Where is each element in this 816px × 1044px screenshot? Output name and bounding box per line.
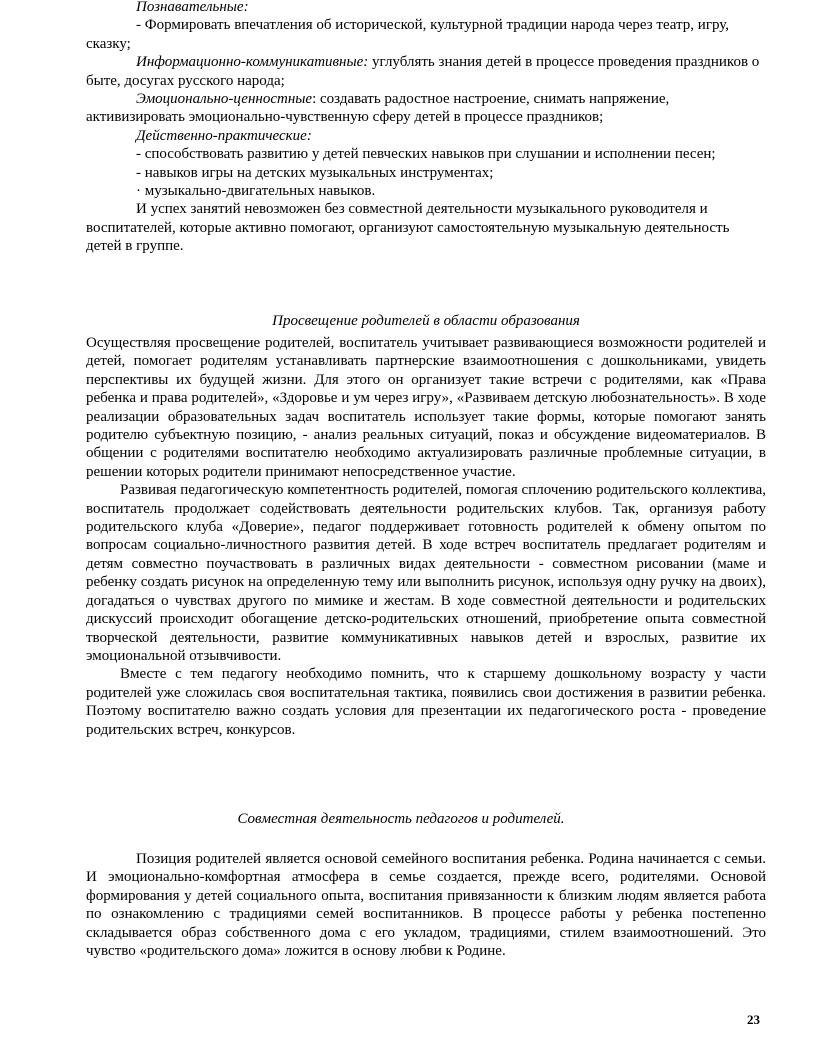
info-comm-text: углублять знания детей в процессе проведения праздников о быте, досугах русского народа; xyxy=(86,54,760,89)
parent-education-para-2: Развивая педагогическую компетентность родителей, помогая сплочению родительского коллектива, воспитатель продолжает содействовать деятельности родительских клубов. Так, организуя работу родительского клуба «Доверие», педагог поддерживает готовность родителей к обмену опытом по вопросам социально-личностного развития детей. В ходе встреч воспитатель предлагает родителям и детям совместно поучаствовать в различных видах деятельности - совместном рисовании (маме и ребенку создать рисунок на определенную тему или выполнить рисунок, используя одну ручку на двоих), догадаться о чувствах другого по мимике и жестам. В ходе совместной деятельности и родительских дискуссий происходит обогащение детско-родительских отношений, приобретение опыта совместной творческой деятельности, развитие коммуникативных навыков детей и взрослых, развитие их эмоциональной отзывчивости. xyxy=(86,482,766,664)
joint-activity-heading: Совместная деятельность педагогов и родителей. xyxy=(237,811,565,827)
page-number: 23 xyxy=(747,1012,760,1027)
goals-section xyxy=(86,0,766,256)
joint-activity-para: Позиция родителей является основой семейного воспитания ребенка. Родина начинается с семьи. И эмоционально-комфортная атмосфера в семье создается, прежде всего, родителями. Основой формирования у детей социального опыта, воспитания привязанности к близким людям является работа по ознакомлению с традициями семей воспитанников. В процессе работы у ребенка постепенно складывается образ собственного дома с его укладом, традициями, стилем взаимоотношений. Это чувство «родительского дома» ложится в основу любви к Родине. xyxy=(86,851,766,960)
info-comm-paragraph xyxy=(86,53,766,90)
emotional-label: Эмоционально-ценностные xyxy=(136,91,313,108)
practical-label: Действенно-практические: xyxy=(136,127,312,144)
practical-item-1: - способствовать развитию у детей певческих навыков при слушании и исполнении песен; xyxy=(136,146,716,163)
parent-education-section xyxy=(86,334,766,739)
info-comm-label: Информационно-коммуникативные: xyxy=(136,54,369,71)
success-paragraph: И успех занятий невозможен без совместной деятельности музыкального руководителя и воспитателей, которые активно помогают, организуют самостоятельную музыкальную деятельность детей в группе. xyxy=(86,201,730,255)
cognitive-label: Познавательные: xyxy=(136,0,249,15)
practical-item-2: - навыков игры на детских музыкальных инструментах; xyxy=(136,164,494,181)
parent-education-para-3: Вместе с тем педагогу необходимо помнить, что к старшему дошкольному возрасту у части родителей уже сложилась своя воспитательная тактика, появились свои достижения в развитии ребенка. Поэтому воспитателю важно создать условия для презентации их педагогического роста - проведение родительских встреч, конкурсов. xyxy=(86,666,766,738)
cognitive-item: - Формировать впечатления об исторической, культурной традиции народа через театр, игру, сказку; xyxy=(86,17,730,52)
joint-activity-section xyxy=(86,850,766,960)
practical-item-3: · музыкально-двигательных навыков. xyxy=(136,183,376,200)
parent-education-heading: Просвещение родителей в области образования xyxy=(272,313,580,329)
parent-education-para-1: Осуществляя просвещение родителей, воспитатель учитывает развивающиеся возможности родителей и детей, помогает родителям устанавливать партнерские взаимоотношения с дошкольниками, увидеть перспективы их будущей жизни. Для этого он организует такие встречи с родителями, как «Права ребенка и права родителей», «Здоровье и ум через игру», «Развиваем детскую любознательность». В ходе реализации образовательных задач воспитатель использует такие формы, которые помогают занять родителю субъектную позицию, - анализ реальных ситуаций, показ и обсуждение видеоматериалов. В общении с родителями воспитателю необходимо актуализировать различные проблемные ситуации, в решении которых родители принимают непосредственное участие. xyxy=(86,335,766,480)
emotional-paragraph xyxy=(86,90,766,127)
emotional-text: : создавать радостное настроение, снимать напряжение, активизировать эмоционально-чувственную сферу детей в процессе праздников; xyxy=(86,91,670,126)
